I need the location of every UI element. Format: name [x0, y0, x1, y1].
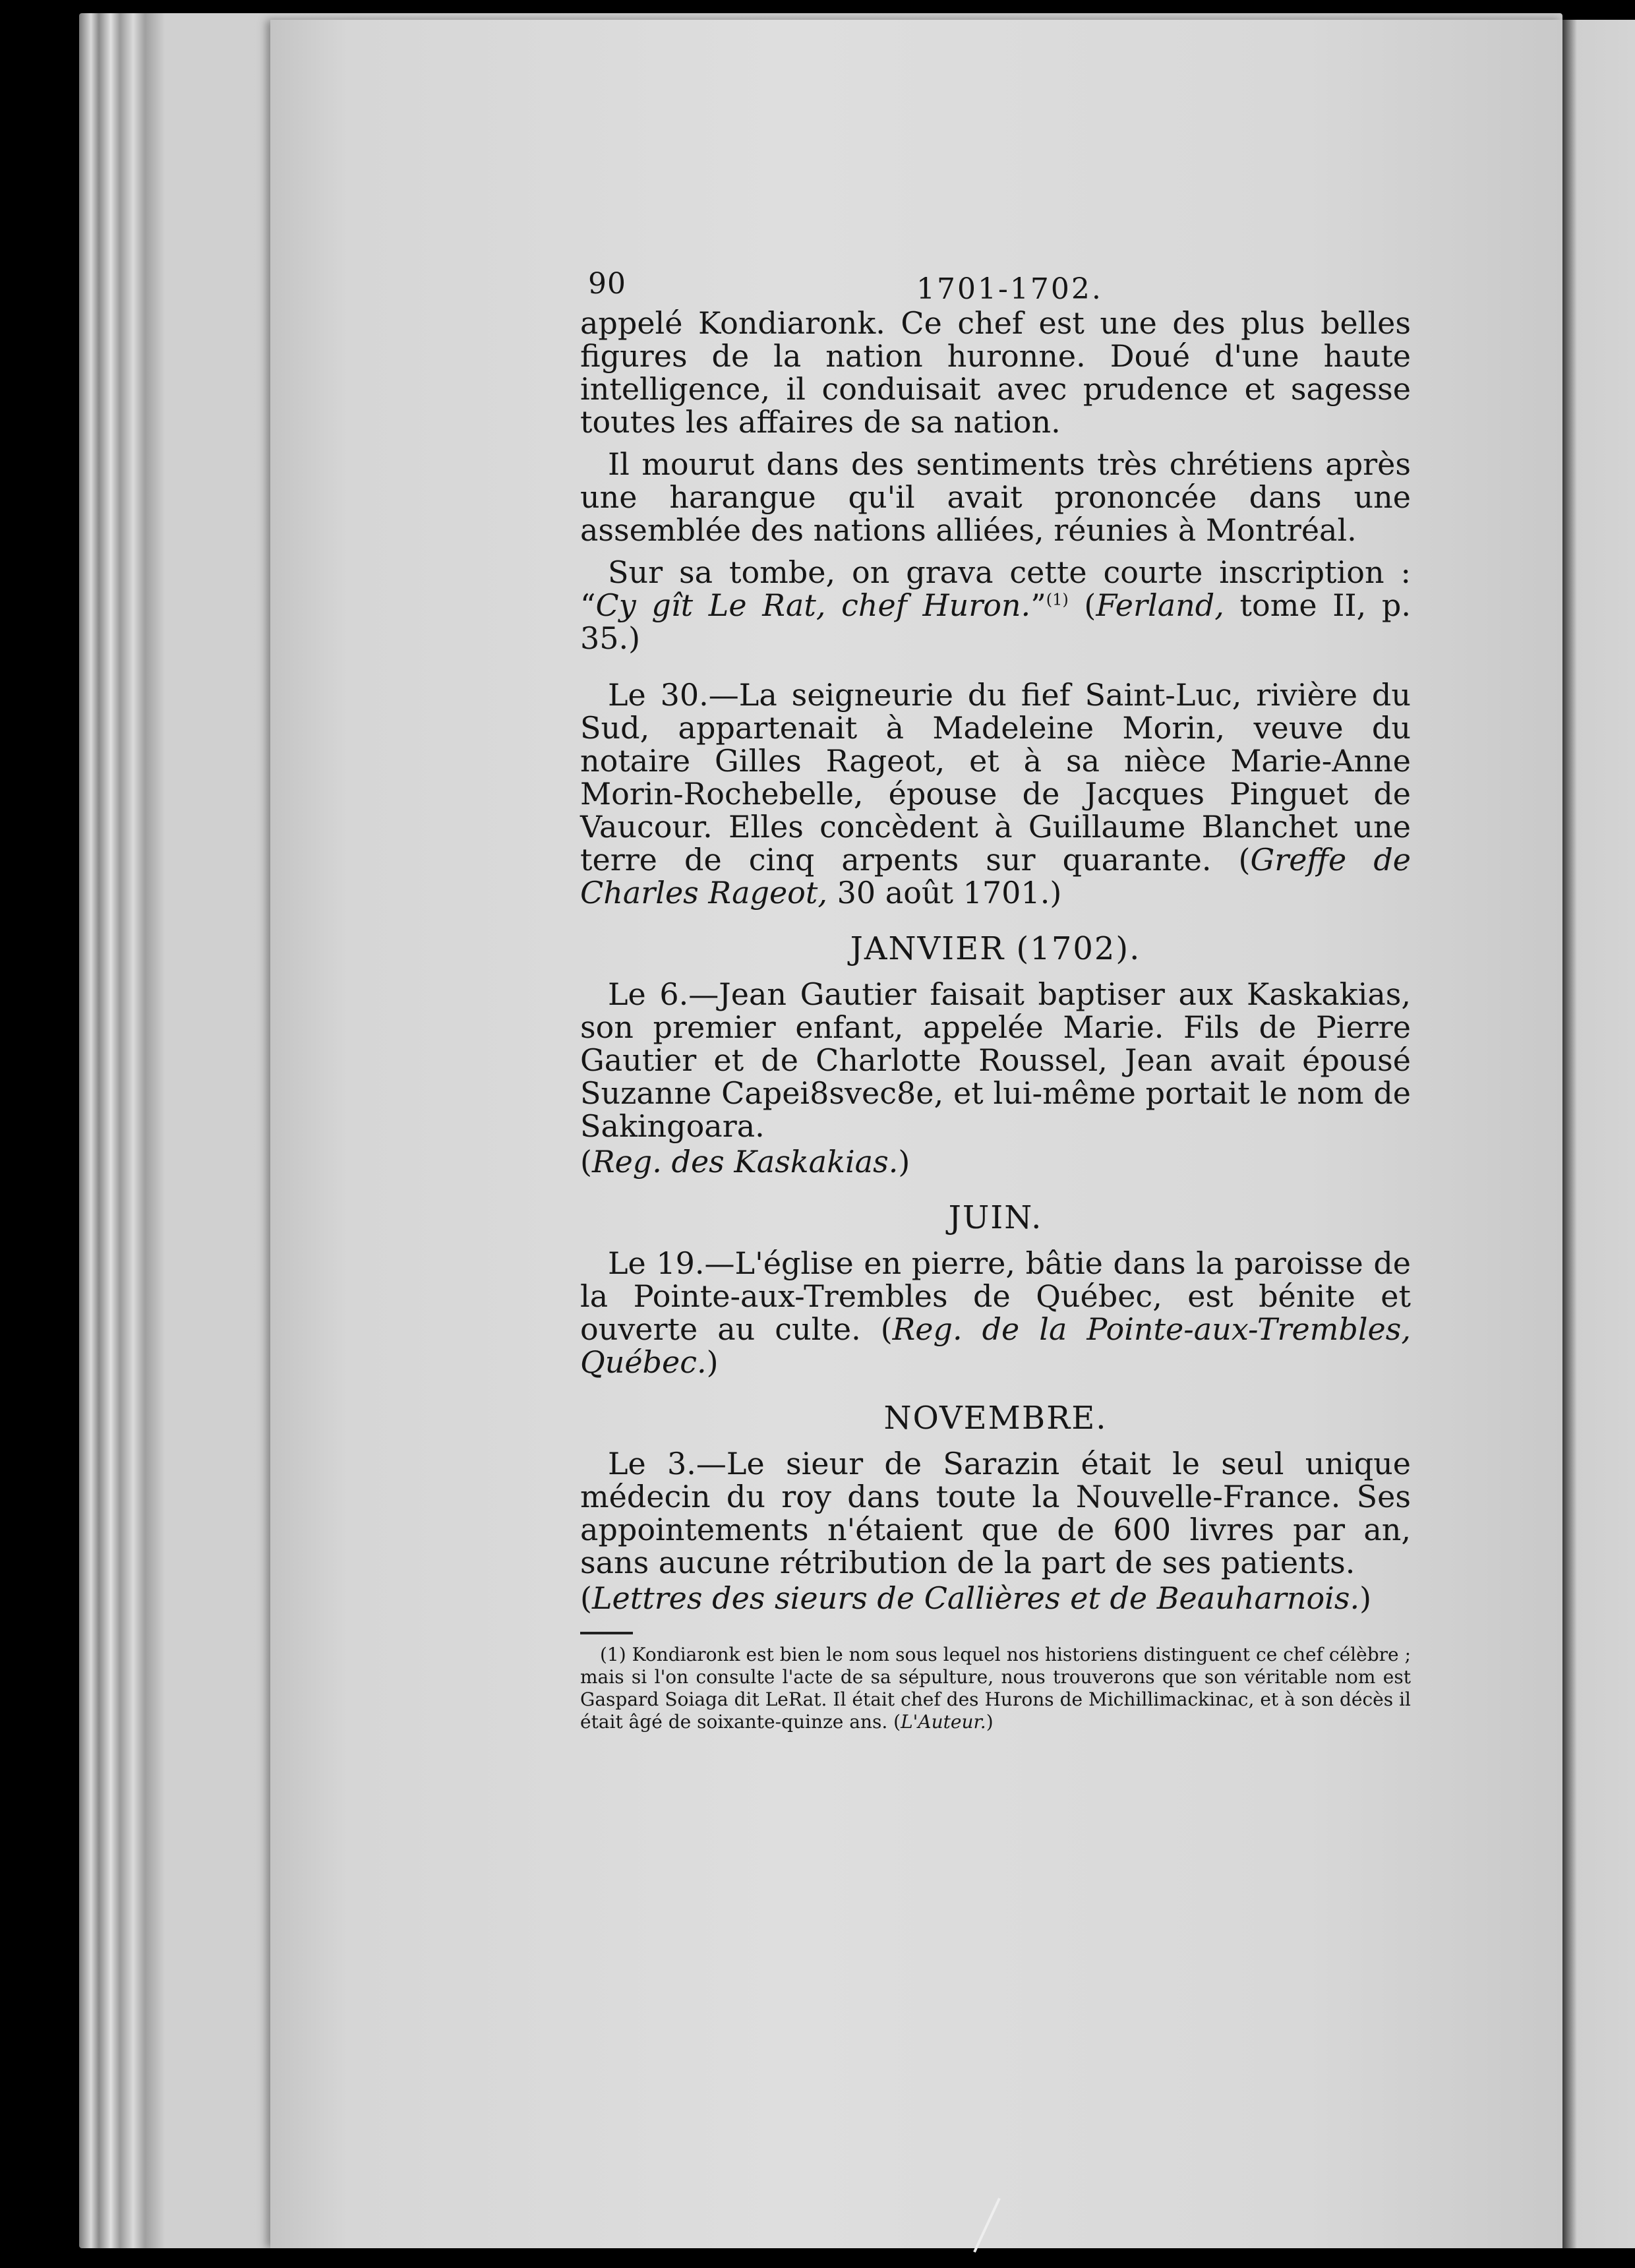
paragraph-death: Il mourut dans des sentiments très chrétiens après une harangue qu'il avait prononcée dans une assemblée des nations alliées, réunies à Montréal. [580, 446, 1411, 548]
facing-page-edge [1562, 20, 1635, 2248]
source-janvier-open: ( [580, 1144, 592, 1179]
seigneurie-text: Le 30.—La seigneurie du fief Saint-Luc, rivière du Sud, appartenait à Madeleine Morin, veuve du notaire Gilles Rageot, et à sa nièce Marie-Anne Morin-Rochebelle, épouse de Jacques Pinguet de Vaucour. Elles concèdent à Guillaume Blanchet une terre de cinq arpents sur quarante. ( [580, 677, 1411, 878]
running-head [580, 260, 1411, 307]
seigneurie-tail: 30 août 1701.) [827, 875, 1062, 910]
footnote-body: (1) Kondiaronk est bien le nom sous lequel nos historiens distinguent ce chef célèbre ; mais si l'on consulte l'acte de sa sépulture, nous trouverons que son véritable nom est Gaspard Soiaga dit LeRat. Il était chef des Hurons de Michillimackinac, et à son décès il était âgé de soixante-quinze ans. ( [580, 1644, 1411, 1733]
heading-janvier: JANVIER (1702). [850, 930, 1141, 967]
page-number: 90 [588, 267, 626, 301]
footnote-author: L'Auteur. [901, 1711, 986, 1733]
footnote-close: ) [986, 1711, 994, 1733]
juin-text: Le 19.—L'église en pierre, bâtie dans la paroisse de la Pointe-aux-Trembles de Québec, est bénite et ouverte au culte. ( [580, 1245, 1411, 1347]
paragraph-inscription [580, 556, 1411, 655]
paragraph-kondiaronk: appelé Kondiaronk. Ce chef est une des plus belles figures de la nation huronne. Doué d'une haute intelligence, il conduisait avec prudence et sagesse toutes les affaires de sa nation. [580, 305, 1411, 440]
paragraph-juin [580, 1247, 1411, 1379]
source-janvier [580, 1145, 1411, 1178]
juin-close: ) [706, 1344, 719, 1380]
footnote-text [580, 1644, 1411, 1733]
source-novembre-open: ( [580, 1580, 592, 1616]
juin-source: Reg. de la Pointe-aux-Trembles, Québec. [580, 1311, 1411, 1380]
paragraph-novembre: Le 3.—Le sieur de Sarazin était le seul unique médecin du roy dans toute la Nouvelle-France. Ses appointements n'étaient que de 600 livres par an, sans aucune rétribution de la part de ses patients. [580, 1446, 1411, 1580]
source-janvier-close: ) [898, 1144, 910, 1179]
page-text-block [580, 260, 1411, 1733]
paragraph-seigneurie [580, 678, 1411, 909]
source-novembre [580, 1582, 1411, 1615]
footnote-rule [580, 1632, 633, 1634]
heading-juin: JUIN. [948, 1199, 1043, 1236]
inscription-close: ” [1030, 587, 1046, 623]
source-novembre-text: Lettres des sieurs de Callières et de Beauharnois. [591, 1580, 1360, 1616]
footnote [580, 1644, 1411, 1733]
paragraph-janvier: Le 6.—Jean Gautier faisait baptiser aux Kaskakias, son premier enfant, appelée Marie. Fils de Pierre Gautier et de Charlotte Roussel, Jean avait épousé Suzanne Capei8svec8e, et lui-même portait le nom de Sakingoara. [580, 976, 1411, 1144]
heading-novembre: NOVEMBRE. [883, 1400, 1108, 1437]
running-title: 1701-1702. [916, 272, 1103, 306]
inscription-open-paren: ( [1068, 587, 1096, 623]
source-janvier-text: Reg. des Kaskakias. [591, 1144, 899, 1179]
footnote-reference: (1) [1046, 590, 1069, 609]
seigneurie-source: Greffe de Charles Rageot, [580, 842, 1411, 910]
inscription-source: Ferland, [1096, 587, 1224, 623]
inscription-text: Cy gît Le Rat, chef Huron. [595, 587, 1031, 623]
inscription-lead: Sur sa tombe, on grava cette courte inscription : “ [580, 554, 1411, 623]
inscription-tail: tome II, p. 35.) [580, 587, 1411, 656]
source-novembre-close: ) [1359, 1580, 1372, 1616]
